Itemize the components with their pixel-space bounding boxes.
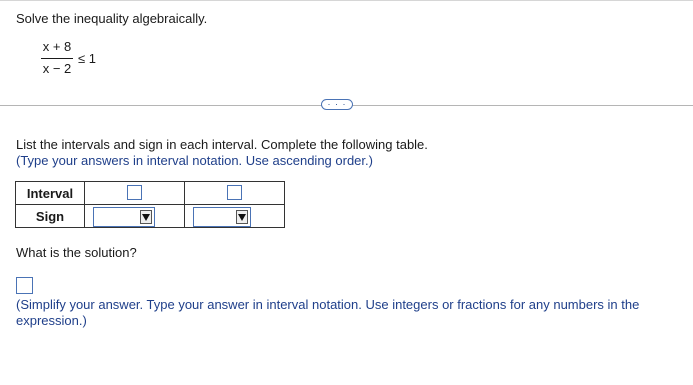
solution-note: (Simplify your answer. Type your answer in interval notation. Use integers or fractions for any numbers in the expression.) [16,297,640,328]
sign-row [16,205,285,228]
top-rule [0,0,693,1]
inequality-expression [40,39,102,79]
solution-input[interactable] [16,277,33,294]
interval-cell-2 [185,182,285,205]
interval-input-1[interactable] [127,185,142,200]
interval-row [16,182,285,205]
fraction-numerator: x + 8 [42,39,72,54]
sign-row-label: Sign [16,205,85,228]
sign-dropdown-1[interactable] [93,207,155,227]
sign-table [15,181,285,228]
ellipsis-icon[interactable]: · · · [321,99,353,110]
problem-prompt: Solve the inequality algebraically. [16,11,208,26]
solution-question: What is the solution? [16,245,137,260]
interval-cell-1 [85,182,185,205]
fraction-bar [41,58,73,59]
dropdown-arrow-icon[interactable] [236,210,248,224]
dropdown-arrow-icon[interactable] [140,210,152,224]
fraction-denominator: x − 2 [42,61,72,76]
sign-dropdown-2[interactable] [193,207,251,227]
sign-cell-2 [185,205,285,228]
sign-cell-1 [85,205,185,228]
interval-input-2[interactable] [227,185,242,200]
table-instruction: List the intervals and sign in each interval. Complete the following table. [16,137,428,152]
inequality-relation: ≤ 1 [78,51,96,66]
interval-row-label: Interval [16,182,85,205]
table-hint: (Type your answers in interval notation. Use ascending order.) [16,153,373,168]
